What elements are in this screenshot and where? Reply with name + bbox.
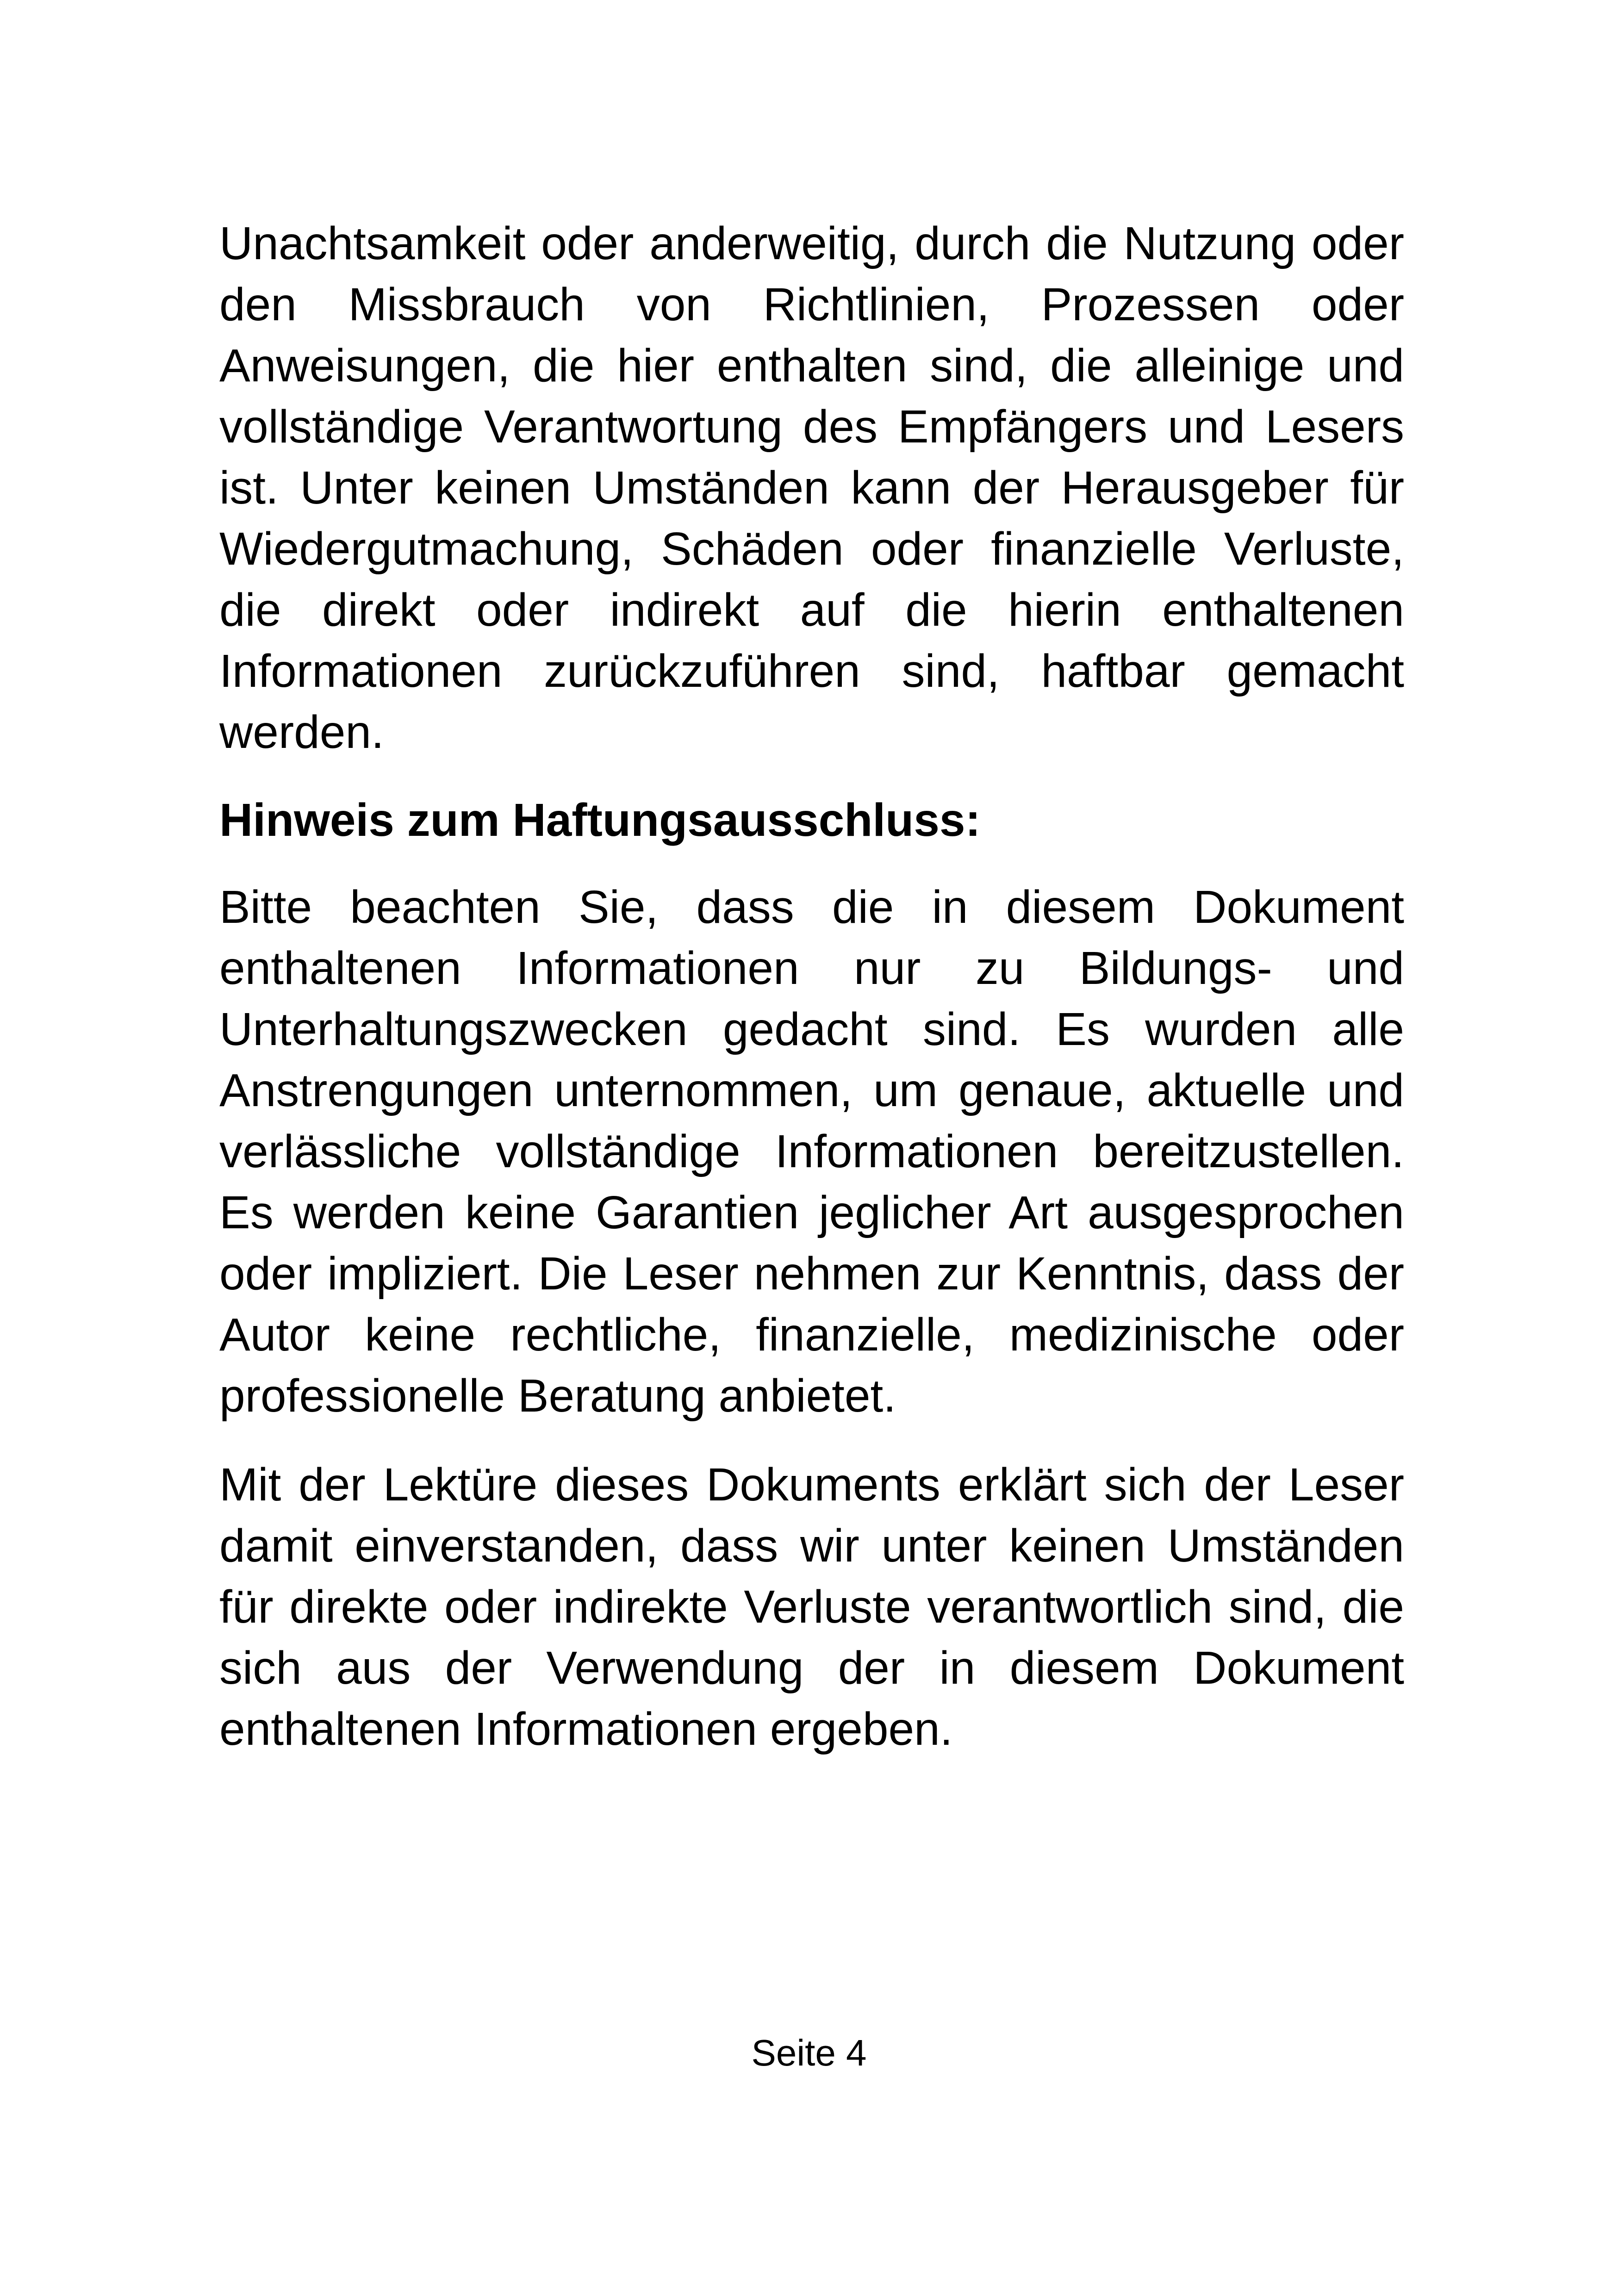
disclaimer-paragraph-2: Mit der Lektüre dieses Dokuments erklärt sich der Leser damit einverstanden, dass wir unter keinen Umständen für direkte oder indirekte Verluste verantwortlich sind, die sich aus der Verwendung der in diesem Dokument enthaltenen Informationen ergeben. <box>219 1459 1404 1755</box>
page-content <box>219 213 1404 1760</box>
page-number: Seite 4 <box>751 2032 867 2073</box>
disclaimer-heading: Hinweis zum Haftungsausschluss: <box>219 794 981 846</box>
disclaimer-paragraph-1: Bitte beachten Sie, dass die in diesem Dokument enthaltenen Informationen nur zu Bildungs- und Unterhaltungszwecken gedacht sind. Es wurden alle Anstrengungen unternommen, um genaue, aktuelle und verlässliche vollständige Informationen bereitzustellen. Es werden keine Garantien jeglicher Art ausgesprochen oder impliziert. Die Leser nehmen zur Kenntnis, dass der Autor keine rechtliche, finanzielle, medizinische oder professionelle Beratung anbietet. <box>219 881 1404 1422</box>
intro-paragraph: Unachtsamkeit oder anderweitig, durch die Nutzung oder den Missbrauch von Richtlinien, Prozessen oder Anweisungen, die hier enthalten sind, die alleinige und vollständige Verantwortung des Empfängers und Lesers ist. Unter keinen Umständen kann der Herausgeber für Wiedergutmachung, Schäden oder finanzielle Verluste, die direkt oder indirekt auf die hierin enthaltenen Informationen zurückzuführen sind, haftbar gemacht werden. <box>219 218 1404 758</box>
